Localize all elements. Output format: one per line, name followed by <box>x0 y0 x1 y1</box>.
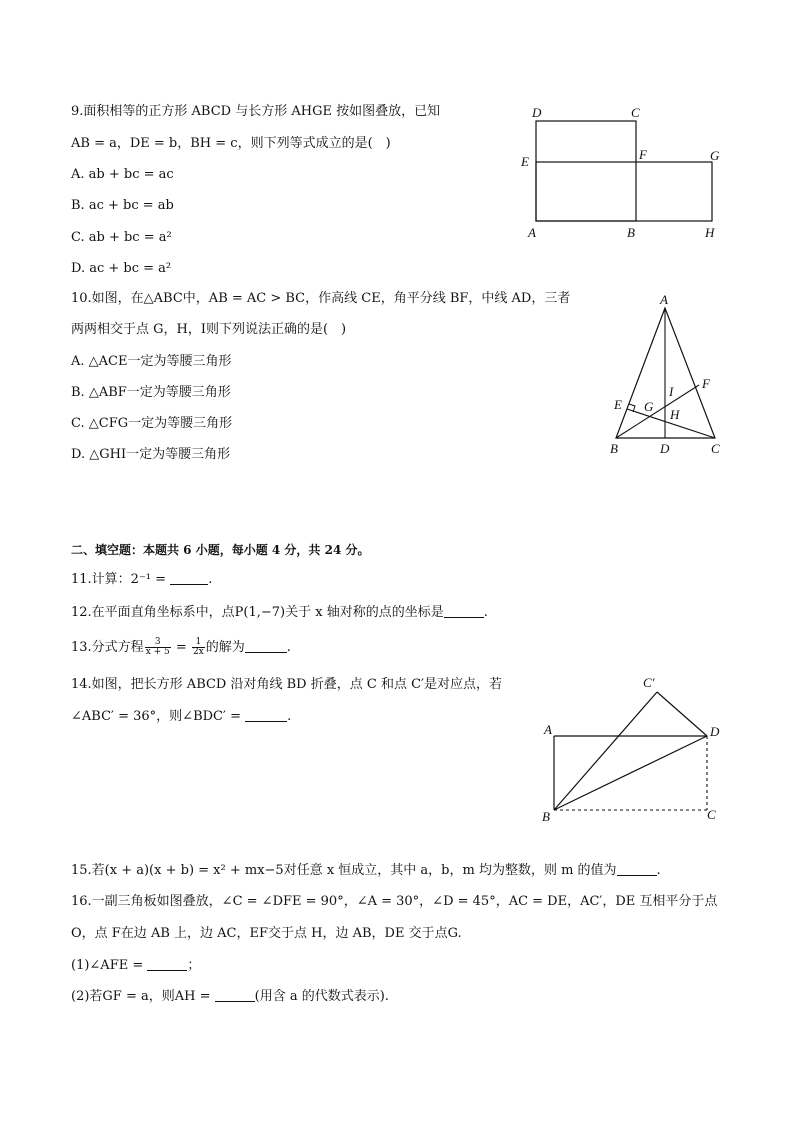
q9-line2: AB = a，DE = b，BH = c，则下列等式成立的是( ) <box>71 136 391 151</box>
q9-label-b: B <box>627 225 635 240</box>
q13-prefix: 13.分式方程 <box>71 640 144 655</box>
q13-end: . <box>286 640 291 655</box>
q16-part2-text: (2)若GF = a，则AH = <box>71 989 215 1004</box>
q10-label-a: A <box>660 292 668 307</box>
q16-part1-text: (1)∠AFE = <box>71 958 148 973</box>
q9-label-e: E <box>521 154 529 169</box>
q9-label-a: A <box>528 225 536 240</box>
q14-label-c-prime: C′ <box>643 675 655 690</box>
q9-label-f: F <box>639 147 647 162</box>
q13-eq: = <box>171 640 191 655</box>
q16-line1: 16.一副三角板如图叠放，∠C = ∠DFE = 90°，∠A = 30°，∠D = 45°，AC = DE，AC′，DE 互相平分于点 <box>71 894 718 909</box>
q10-label-h: H <box>670 407 680 422</box>
q10-line1: 10.如图，在△ABC中，AB = AC > BC，作高线 CE，角平分线 BF，中线 AD，三者 <box>71 291 571 306</box>
q13-frac1-den: x + 5 <box>145 647 170 657</box>
q9-option-c: C. ab + bc = a² <box>71 230 172 245</box>
q10-label-d: D <box>660 441 670 456</box>
q14-label-d: D <box>710 724 720 739</box>
q16-part1-blank <box>147 958 187 971</box>
q16-part1 <box>71 957 200 975</box>
q16-part2-end: (用含 a 的代数式表示). <box>254 989 389 1004</box>
q16-part1-end: ； <box>187 958 201 973</box>
q15 <box>71 862 661 880</box>
q14-end: . <box>287 709 292 724</box>
q10-label-b: B <box>610 441 618 456</box>
q14-line1: 14.如图，把长方形 ABCD 沿对角线 BD 折叠，点 C 和点 C′是对应点，若 <box>71 677 502 692</box>
q9-label-d: D <box>532 105 542 120</box>
q12-end: . <box>483 605 488 620</box>
q13-frac2-den: 2x <box>192 647 204 657</box>
q12-text: 12.在平面直角坐标系中，点P(1,−7)关于 x 轴对称的点的坐标是 <box>71 605 444 620</box>
q10-option-a: A. △ACE一定为等腰三角形 <box>71 354 232 369</box>
section-title: 二、填空题：本题共 6 小题，每小题 4 分，共 24 分。 <box>71 543 370 557</box>
q13-frac2-num: 1 <box>192 638 205 648</box>
q10-option-c: C. △CFG一定为等腰三角形 <box>71 416 233 431</box>
q10-option-b: B. △ABF一定为等腰三角形 <box>71 385 231 400</box>
q15-text: 15.若(x + a)(x + b) = x² + mx−5对任意 x 恒成立，其中 a，b，m 均为整数，则 m 的值为 <box>71 863 617 878</box>
q16-line2: O，点 F在边 AB 上，边 AC，EF交于点 H，边 AB，DE 交于点G. <box>71 926 462 941</box>
q11-end: . <box>208 572 213 587</box>
q10-label-i: I <box>669 384 674 399</box>
q9-option-d: D. ac + bc = a² <box>71 261 172 276</box>
q9-label-g: G <box>710 148 720 163</box>
q10-label-g: G <box>644 399 654 414</box>
q14-label-b: B <box>542 809 550 824</box>
q9-label-h: H <box>705 225 715 240</box>
q14-line2-text: ∠ABC′ = 36°，则∠BDC′ = <box>71 709 246 724</box>
diagonal-bd <box>554 736 707 810</box>
q13-suffix: 的解为 <box>205 640 245 655</box>
q14-label-a: A <box>544 722 552 737</box>
q15-blank <box>617 863 657 876</box>
q16-part2 <box>71 988 389 1006</box>
q13-frac1-num: 3 <box>145 638 171 648</box>
side-c-prime-d <box>657 692 707 736</box>
q9-option-b: B. ac + bc = ab <box>71 198 174 213</box>
q9-option-a: A. ab + bc = ac <box>71 167 174 182</box>
q10-label-f: F <box>702 376 710 391</box>
q15-end: . <box>656 863 661 878</box>
q9-line1: 9.面积相等的正方形 ABCD 与长方形 AHGE 按如图叠放，已知 <box>71 104 441 119</box>
q10-label-c: C <box>711 441 720 456</box>
q10-option-d: D. △GHI一定为等腰三角形 <box>71 447 231 462</box>
q11-text: 11.计算：2⁻¹ = <box>71 572 171 587</box>
q10-line2: 两两相交于点 G，H，I则下列说法正确的是( ) <box>71 322 347 337</box>
q10-label-e: E <box>614 397 622 412</box>
q14-label-c: C <box>707 807 716 822</box>
q9-label-c: C <box>631 105 640 120</box>
side-bc-prime <box>554 692 657 810</box>
q16-part2-blank <box>215 989 255 1002</box>
